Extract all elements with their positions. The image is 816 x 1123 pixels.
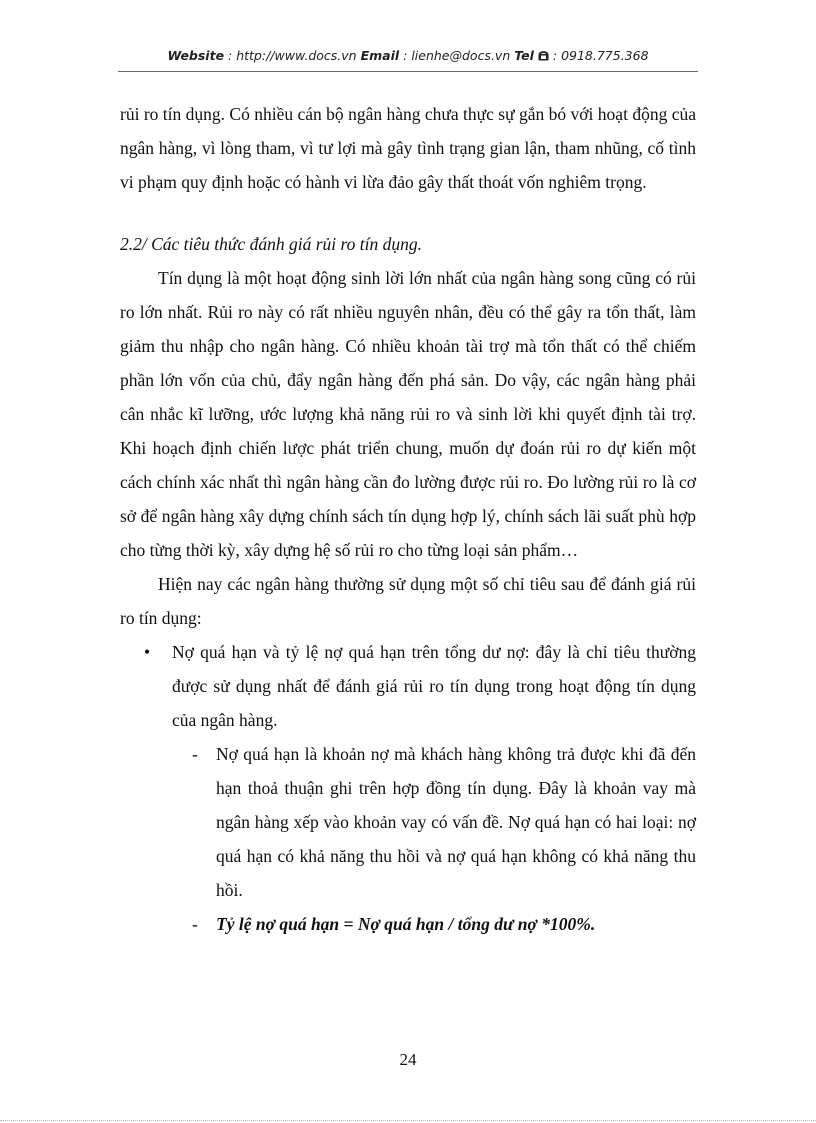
page-bottom-border: [0, 1120, 816, 1121]
body-paragraph-3: Hiện nay các ngân hàng thường sử dụng một số chỉ tiêu sau để đánh giá rủi ro tín dụng:: [120, 574, 696, 628]
dash-text-1: Nợ quá hạn là khoản nợ mà khách hàng không trả được khi đã đến hạn thoả thuận ghi trên hợp đồng tín dụng. Đây là khoản vay mà ngân hàng xếp vào khoản vay có vấn đề. Nợ quá hạn có hai loại: nợ quá hạn có khả năng thu hồi và nợ quá hạn không có khả năng thu hồi.: [216, 744, 696, 900]
dash-item-2: [120, 907, 696, 941]
tel-value: : 0918.775.368: [548, 48, 649, 63]
header-divider: [118, 71, 698, 72]
section-title: 2.2/ Các tiêu thức đánh giá rủi ro tín dụng.: [120, 234, 423, 254]
bullet-text: Nợ quá hạn và tỷ lệ nợ quá hạn trên tổng dư nợ: đây là chỉ tiêu thường được sử dụng nhất để đánh giá rủi ro tín dụng trong hoạt động tín dụng của ngân hàng.: [172, 642, 696, 730]
phone-icon: [538, 51, 549, 61]
email-label: Email: [360, 48, 400, 63]
dash-icon: -: [192, 744, 198, 764]
formula-text: Tỷ lệ nợ quá hạn = Nợ quá hạn / tổng dư nợ *100%.: [216, 914, 596, 934]
email-value: : lienhe@docs.vn: [399, 48, 515, 63]
tel-label: Tel: [514, 48, 534, 63]
website-label: Website: [167, 48, 225, 63]
body-paragraph-2: Tín dụng là một hoạt động sinh lời lớn nhất của ngân hàng song cũng có rủi ro lớn nhất. Rủi ro này có rất nhiều nguyên nhân, đều có thể gây ra tổn thất, làm giảm thu nhập cho ngân hàng. Có nhiều khoản tài trợ mà tổn thất có thể chiếm phần lớn vốn của chủ, đẩy ngân hàng đến phá sản. Do vậy, các ngân hàng phải cân nhắc kĩ lưỡng, ước lượng khả năng rủi ro và sinh lời khi quyết định tài trợ. Khi hoạch định chiến lược phát triển chung, muốn dự đoán rủi ro dự kiến một cách chính xác nhất thì ngân hàng cần đo lường được rủi ro. Đo lường rủi ro là cơ sở để ngân hàng xây dựng chính sách tín dụng hợp lý, chính sách lãi suất phù hợp cho từng thời kỳ, xây dựng hệ số rủi ro cho từng loại sản phẩm…: [120, 268, 696, 560]
bullet-icon: •: [144, 642, 151, 662]
bullet-item: [120, 635, 696, 737]
website-value: : http://www.docs.vn: [224, 48, 361, 63]
page-number: 24: [399, 1050, 417, 1069]
dash-item-1: [120, 737, 696, 907]
page-content: [120, 97, 696, 941]
body-paragraph-1: rủi ro tín dụng. Có nhiều cán bộ ngân hàng chưa thực sự gắn bó với hoạt động của ngân hàng, vì lòng tham, vì tư lợi mà gây tình trạng gian lận, tham nhũng, cố tình vi phạm quy định hoặc có hành vi lừa đảo gây thất thoát vốn nghiêm trọng.: [120, 104, 696, 192]
page-header: [118, 48, 698, 63]
dash-icon: -: [192, 914, 198, 934]
